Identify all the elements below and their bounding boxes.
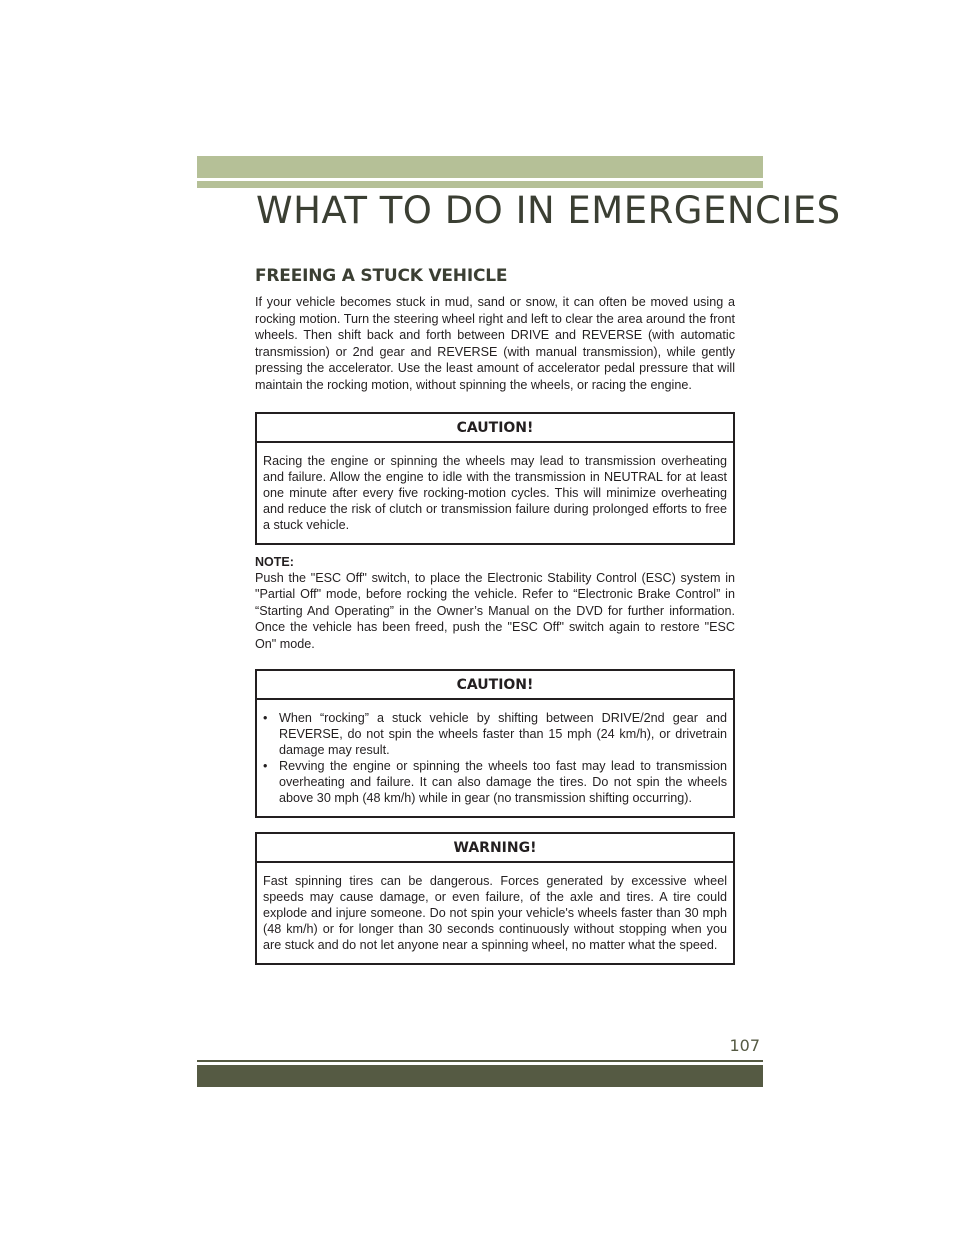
warning-box-body bbox=[257, 863, 733, 963]
header-rule bbox=[197, 181, 763, 188]
page-number: 107 bbox=[729, 1036, 760, 1055]
bullet-icon: • bbox=[263, 758, 268, 773]
intro-paragraph: If your vehicle becomes stuck in mud, sand or snow, it can often be moved using a rocking motion. Turn the steering wheel right and left to clear the area around the front wheels. Then shift back and forth between DRIVE and REVERSE (with automatic transmission) or 2nd gear and REVERSE (with manual transmission), while gently pressing the accelerator. Use the least amount of accelerator pedal pressure that will maintain the rocking motion, without spinning the wheels, or racing the engine. bbox=[255, 295, 735, 392]
section-title: WHAT TO DO IN EMERGENCIES bbox=[256, 189, 841, 232]
warning-box-text: Fast spinning tires can be dangerous. Forces generated by excessive wheel speeds may cause damage, or even failure, of the axle and tires. A tire could explode and injure someone. Do not spin your vehicle's wheels faster than 30 mph (48 km/h) or for longer than 30 seconds continuously without stopping when you are stuck and do not let anyone near a spinning wheel, no matter what the speed. bbox=[263, 873, 727, 952]
page-heading: FREEING A STUCK VEHICLE bbox=[255, 266, 508, 286]
warning-box-title: WARNING! bbox=[257, 834, 733, 863]
header-band bbox=[197, 156, 763, 178]
list-item-text: Revving the engine or spinning the wheels too fast may lead to transmission overheating and failure. It can also damage the tires. Do not spin the wheels above 30 mph (48 km/h) while in gear (no transmission shifting occurring). bbox=[279, 758, 727, 805]
footer-rule bbox=[197, 1060, 763, 1062]
list-item bbox=[263, 758, 727, 806]
footer-band bbox=[197, 1065, 763, 1087]
note-block bbox=[255, 554, 735, 653]
caution-box-2-body bbox=[257, 700, 733, 816]
note-text: Push the "ESC Off" switch, to place the Electronic Stability Control (ESC) system in "Partial Off" mode, before rocking the vehicle. Refer to “Electronic Brake Control” in “Starting And Operating” in the Owner’s Manual on the DVD for further information. Once the vehicle has been freed, push the "ESC Off" switch again to restore "ESC On" mode. bbox=[255, 570, 735, 651]
caution-box-2-title: CAUTION! bbox=[257, 671, 733, 700]
caution-box-2-list bbox=[263, 710, 727, 806]
caution-box-1-title: CAUTION! bbox=[257, 414, 733, 443]
caution-box-2 bbox=[255, 669, 735, 818]
list-item bbox=[263, 710, 727, 758]
caution-box-1-body bbox=[257, 443, 733, 543]
caution-box-1-text: Racing the engine or spinning the wheels may lead to transmission overheating and failure. Allow the engine to idle with the transmission in NEUTRAL for at least one minute after every five rocking-motion cycles. This will minimize overheating and reduce the risk of clutch or transmission failure during prolonged efforts to free a stuck vehicle. bbox=[263, 453, 727, 532]
bullet-icon: • bbox=[263, 710, 268, 725]
caution-box-1 bbox=[255, 412, 735, 545]
page-content bbox=[255, 266, 735, 965]
list-item-text: When “rocking” a stuck vehicle by shifting between DRIVE/2nd gear and REVERSE, do not spin the wheels faster than 15 mph (24 km/h), or drivetrain damage may result. bbox=[279, 710, 727, 757]
warning-box bbox=[255, 832, 735, 965]
note-label: NOTE: bbox=[255, 554, 294, 569]
